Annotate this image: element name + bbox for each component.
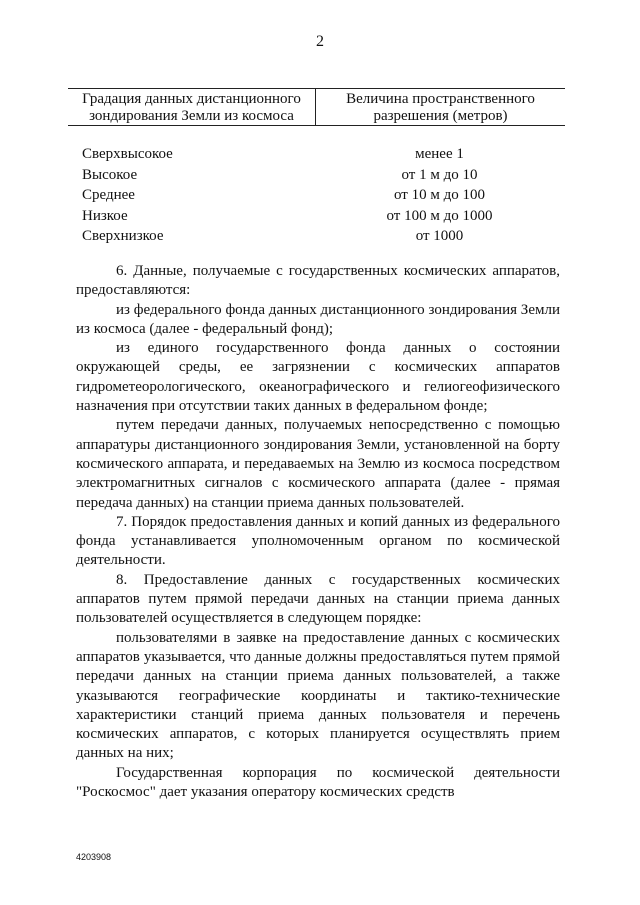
paragraph-unified-fund: из единого государственного фонда данных о состоянии окружающей среды, ее загрязнении с космических аппаратов гидрометеорологического, океанографического и гелиогеофизического назначения при отсутствии таких данных в федеральном фонде;	[76, 340, 560, 415]
grade-resolution: от 10 м до 100	[394, 187, 485, 204]
table-row	[82, 165, 565, 186]
table-row	[82, 144, 565, 165]
resolution-table-body	[82, 144, 565, 247]
grade-resolution: менее 1	[415, 146, 464, 162]
grade-name: Низкое	[82, 207, 128, 224]
grade-resolution: от 1000	[415, 228, 464, 245]
page-number: 2	[316, 33, 324, 50]
grade-resolution: от 1 м до 10	[401, 166, 478, 183]
document-body	[76, 262, 560, 802]
paragraph-roscosmos: Государственная корпорация по космической деятельности "Роскосмос" дает указания оператору космических средств	[76, 764, 560, 801]
grade-name: Сверхнизкое	[82, 228, 164, 245]
table-row	[82, 185, 565, 206]
paragraph-6: 6. Данные, получаемые с государственных космических аппаратов, предоставляются:	[76, 263, 560, 299]
paragraph-7: 7. Порядок предоставления данных и копий данных из федерального фонда устанавливается уполномоченным органом по космической деятельности.	[76, 513, 560, 569]
table-header-resolution: Величина пространственного разрешения (метров)	[346, 91, 535, 124]
table-header-grade: Градация данных дистанционного зондирования Земли из космоса	[68, 89, 316, 125]
document-code: 4203908	[76, 852, 112, 862]
paragraph-8: 8. Предоставление данных с государственных космических аппаратов путем прямой передачи данных на станции приема данных пользователей осуществляется в следующем порядке:	[76, 571, 560, 627]
paragraph-federal-fund: из федерального фонда данных дистанционного зондирования Земли из космоса (далее - федеральный фонд);	[76, 301, 560, 337]
table-row	[82, 206, 565, 227]
grade-resolution: от 100 м до 1000	[386, 207, 493, 224]
resolution-table-header	[68, 88, 565, 126]
table-row	[82, 226, 565, 247]
grade-name: Среднее	[82, 187, 135, 204]
grade-name: Высокое	[82, 166, 138, 183]
grade-name: Сверхвысокое	[82, 146, 173, 162]
paragraph-direct-transfer: путем передачи данных, получаемых непосредственно с помощью аппаратуры дистанционного зондирования Земли, установленной на борту космического аппарата, и передаваемых на Землю из космоса посредством электромагнитных сигналов с космического аппарата (далее - прямая передача данных) на станции приема данных пользователей.	[76, 417, 560, 511]
paragraph-users-request: пользователями в заявке на предоставление данных с космических аппаратов указывается, что данные должны предоставляться путем прямой передачи данных на станции приема данных пользователей, а также указываются географические координаты и тактико-технические характеристики станций приема данных пользователя и перечень космических аппаратов, с которых планируется осуществлять прием данных на них;	[76, 629, 560, 762]
